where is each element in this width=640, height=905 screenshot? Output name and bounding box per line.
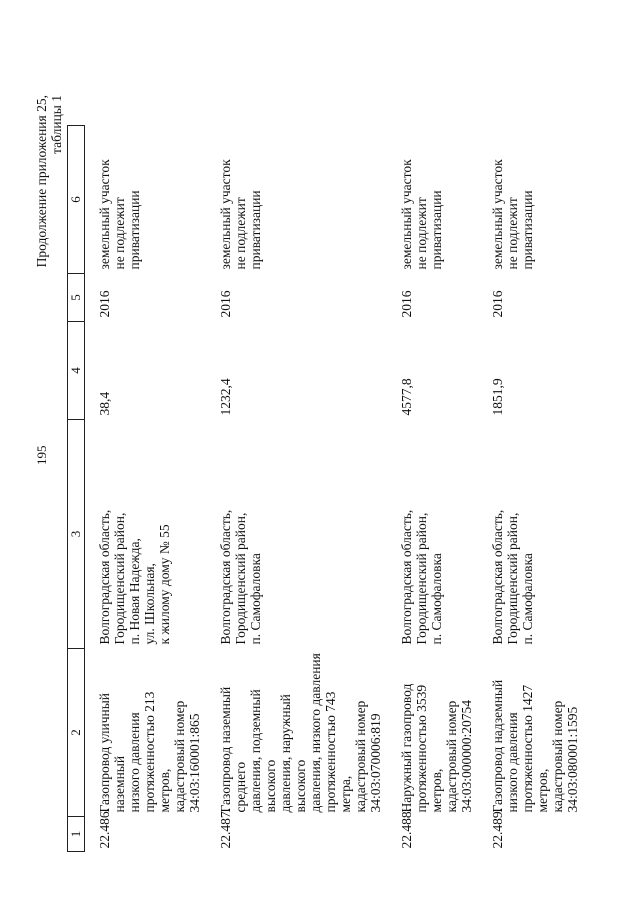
object-name: Газопровод надземный низкого давления протяженностью 1427 метров, кадастровый номер 34:03:080001:1595 bbox=[490, 679, 580, 813]
object-value: 1851,9 bbox=[490, 378, 505, 416]
object-address: Волгоградская область, Городищенский район, п. Новая Надежда, ул. Школьная, к жилому дому № 55 bbox=[97, 509, 172, 645]
object-name: Наружный газопровод протяженностью 3539 метров, кадастровый номер 34:03:000000:20754 bbox=[399, 683, 474, 813]
column-header-5: 5 bbox=[68, 274, 85, 322]
object-year: 2016 bbox=[97, 290, 112, 318]
caption-line-2: таблицы 1 bbox=[49, 95, 64, 154]
table-row bbox=[482, 126, 588, 852]
object-year: 2016 bbox=[218, 290, 233, 318]
page-number: 195 bbox=[34, 445, 49, 465]
object-note: земельный участок не подлежит приватизации bbox=[399, 159, 444, 270]
object-note: земельный участок не подлежит приватизации bbox=[490, 159, 535, 270]
column-header-3: 3 bbox=[68, 420, 85, 649]
row-number: 22.487. bbox=[218, 808, 233, 849]
column-header-1: 1 bbox=[68, 817, 85, 852]
property-table bbox=[67, 125, 588, 852]
table-caption bbox=[34, 95, 64, 267]
caption-line-1: Продолжение приложения 25, bbox=[34, 95, 49, 268]
row-number: 22.486. bbox=[97, 808, 112, 849]
object-year: 2016 bbox=[399, 290, 414, 318]
object-address: Волгоградская область, Городищенский район, п. Самофаловка bbox=[218, 509, 263, 645]
object-value: 4577,8 bbox=[399, 378, 414, 416]
object-note: земельный участок не подлежит приватизации bbox=[218, 159, 263, 270]
object-address: Волгоградская область, Городищенский район, п. Самофаловка bbox=[490, 509, 535, 645]
object-note: земельный участок не подлежит приватизации bbox=[97, 159, 142, 270]
header-row bbox=[68, 126, 85, 852]
object-name: Газопровод уличный наземный низкого давления протяженностью 213 метров, кадастровый номер 34:03:160001:865 bbox=[97, 691, 202, 813]
column-header-2: 2 bbox=[68, 649, 85, 817]
table-row bbox=[391, 126, 482, 852]
object-year: 2016 bbox=[490, 290, 505, 318]
object-address: Волгоградская область, Городищенский район, п. Самофаловка bbox=[399, 509, 444, 645]
object-value: 1232,4 bbox=[218, 378, 233, 416]
table-row bbox=[210, 126, 391, 852]
row-number: 22.488. bbox=[399, 808, 414, 849]
object-value: 38,4 bbox=[97, 391, 112, 416]
column-header-6: 6 bbox=[68, 126, 85, 274]
row-number: 22.489. bbox=[490, 808, 505, 849]
table-row bbox=[85, 126, 211, 852]
column-header-4: 4 bbox=[68, 322, 85, 420]
object-name: Газопровод наземный среднего давления, подземный высокого давления, наружный высокого давления, низкого давления протяженностью 743 метра, кадастровый номер 34:03:070006:819 bbox=[218, 653, 383, 813]
